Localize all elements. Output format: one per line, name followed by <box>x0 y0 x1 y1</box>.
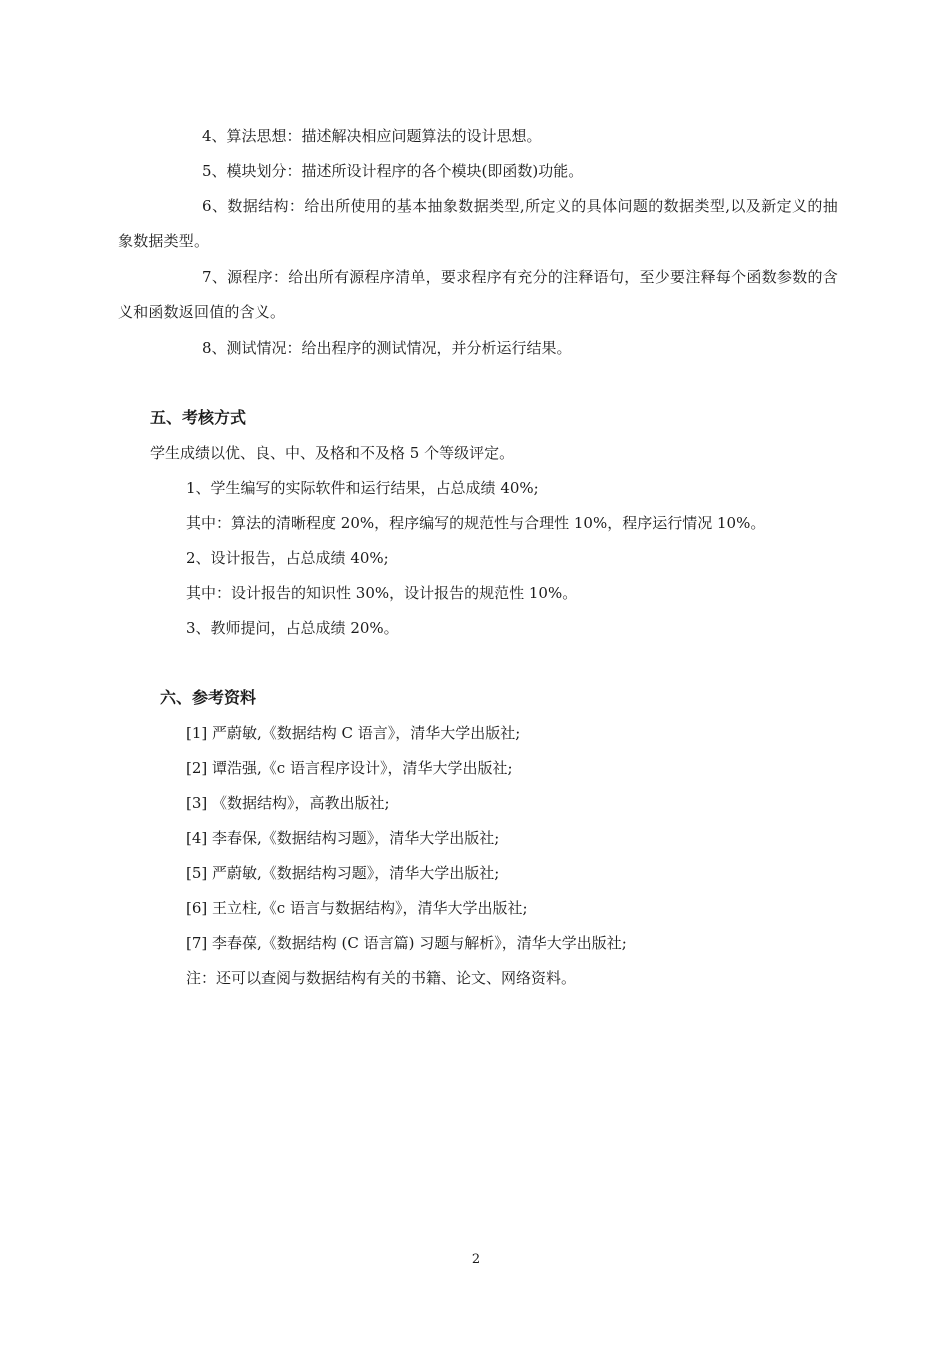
assessment-intro: 学生成绩以优、良、中、及格和不及格 5 个等级评定。 <box>150 444 515 462</box>
assessment-item-1: 1、学生编写的实际软件和运行结果，占总成绩 40%; <box>186 479 539 497</box>
requirement-item-5: 5、模块划分：描述所设计程序的各个模块(即函数)功能。 <box>202 162 584 180</box>
reference-item: [1] 严蔚敏,《数据结构 C 语言》，清华大学出版社; <box>186 724 521 742</box>
requirement-item-8: 8、测试情况：给出程序的测试情况，并分析运行结果。 <box>202 339 572 357</box>
assessment-item-2: 2、设计报告，占总成绩 40%; <box>186 549 389 567</box>
requirement-item-6: 6、数据结构：给出所使用的基本抽象数据类型,所定义的具体问题的数据类型,以及新定义的抽象数据类型。 <box>118 197 838 250</box>
assessment-item-3: 3、教师提问，占总成绩 20%。 <box>186 619 399 637</box>
requirement-item-7: 7、源程序：给出所有源程序清单，要求程序有充分的注释语句，至少要注释每个函数参数的含义和函数返回值的含义。 <box>118 268 838 321</box>
assessment-item-2-detail: 其中：设计报告的知识性 30%，设计报告的规范性 10%。 <box>186 584 578 602</box>
reference-item: [7] 李春葆,《数据结构 (C 语言篇) 习题与解析》，清华大学出版社; <box>186 934 627 952</box>
references-note: 注：还可以查阅与数据结构有关的书籍、论文、网络资料。 <box>186 969 577 987</box>
references-heading: 六、参考资料 <box>160 688 257 707</box>
reference-item: [4] 李春保,《数据结构习题》，清华大学出版社; <box>186 829 500 847</box>
assessment-item-1-detail: 其中：算法的清晰程度 20%，程序编写的规范性与合理性 10%，程序运行情况 10%。 <box>186 514 766 532</box>
page-number: 2 <box>471 1252 481 1267</box>
reference-item: [3] 《数据结构》，高教出版社; <box>186 794 390 812</box>
requirement-item-4: 4、算法思想：描述解决相应问题算法的设计思想。 <box>202 127 542 145</box>
reference-item: [2] 谭浩强,《c 语言程序设计》，清华大学出版社; <box>186 759 513 777</box>
reference-item: [6] 王立柱,《c 语言与数据结构》，清华大学出版社; <box>186 899 528 917</box>
assessment-heading: 五、考核方式 <box>150 408 247 427</box>
reference-item: [5] 严蔚敏,《数据结构习题》，清华大学出版社; <box>186 864 500 882</box>
